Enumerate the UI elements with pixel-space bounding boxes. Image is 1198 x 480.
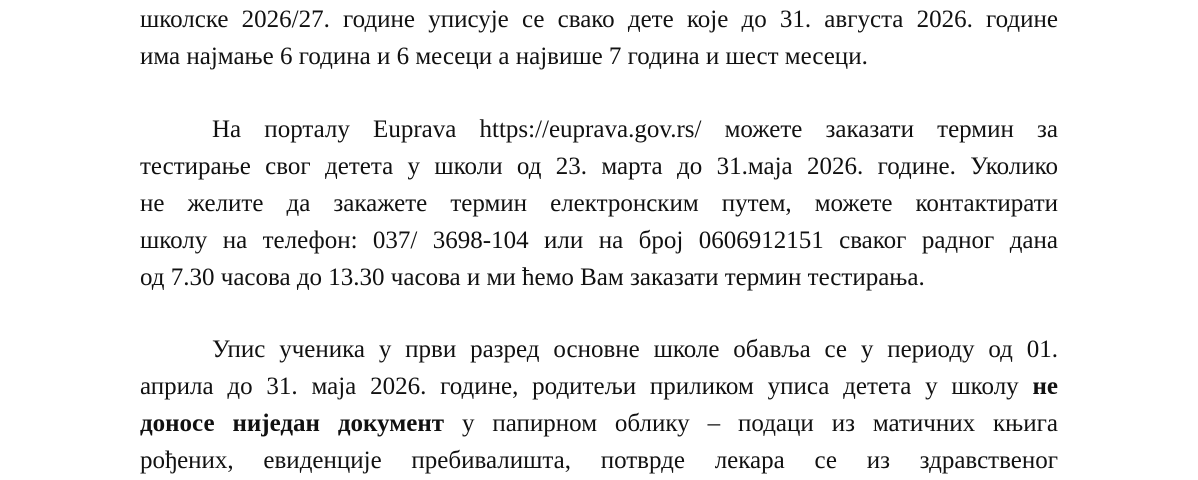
paragraph-3-line-4: рођених, евиденције пребивалишта, потврде лекара се из здравственог bbox=[140, 447, 1058, 474]
paragraph-3-line-2 bbox=[140, 370, 1058, 404]
paragraph-1-line-1: школске 2026/27. године уписује се свако дете које до 31. августа 2026. године bbox=[140, 6, 1058, 33]
paragraph-3-bold-text: не bbox=[1032, 373, 1058, 400]
paragraph-2-line-1: На порталу Еuprava https://euprava.gov.rs/ можете заказати термин за bbox=[212, 116, 1058, 143]
paragraph-3-line-3-text: у папирном облику – подаци из матичних књига bbox=[444, 410, 1058, 437]
paragraph-3-bold-text-continued: доносе ниједан документ bbox=[140, 410, 445, 437]
paragraph-2-line-2: тестирање свог детета у школи од 23. марта до 31.маја 2026. године. Уколико bbox=[140, 153, 1058, 180]
paragraph-2-line-4: школу на телефон: 037/ 3698-104 или на број 0606912151 сваког радног дана bbox=[140, 227, 1058, 254]
paragraph-3-line-3 bbox=[140, 407, 1058, 441]
paragraph-3-line-2-text: априла до 31. маја 2026. године, родитељи приликом уписа детета у школу bbox=[140, 373, 1019, 400]
paragraph-2-line-3: не желите да закажете термин електронским путем, можете контактирати bbox=[140, 190, 1058, 217]
paragraph-3-line-1: Упис ученика у први разред основне школе обавља се у периоду од 01. bbox=[212, 336, 1058, 363]
paragraph-1-line-2: има најмање 6 година и 6 месеци а највише 7 година и шест месеци. bbox=[140, 43, 868, 70]
paragraph-2-line-5: од 7.30 часова до 13.30 часова и ми ћемо Вам заказати термин тестирања. bbox=[140, 264, 925, 291]
